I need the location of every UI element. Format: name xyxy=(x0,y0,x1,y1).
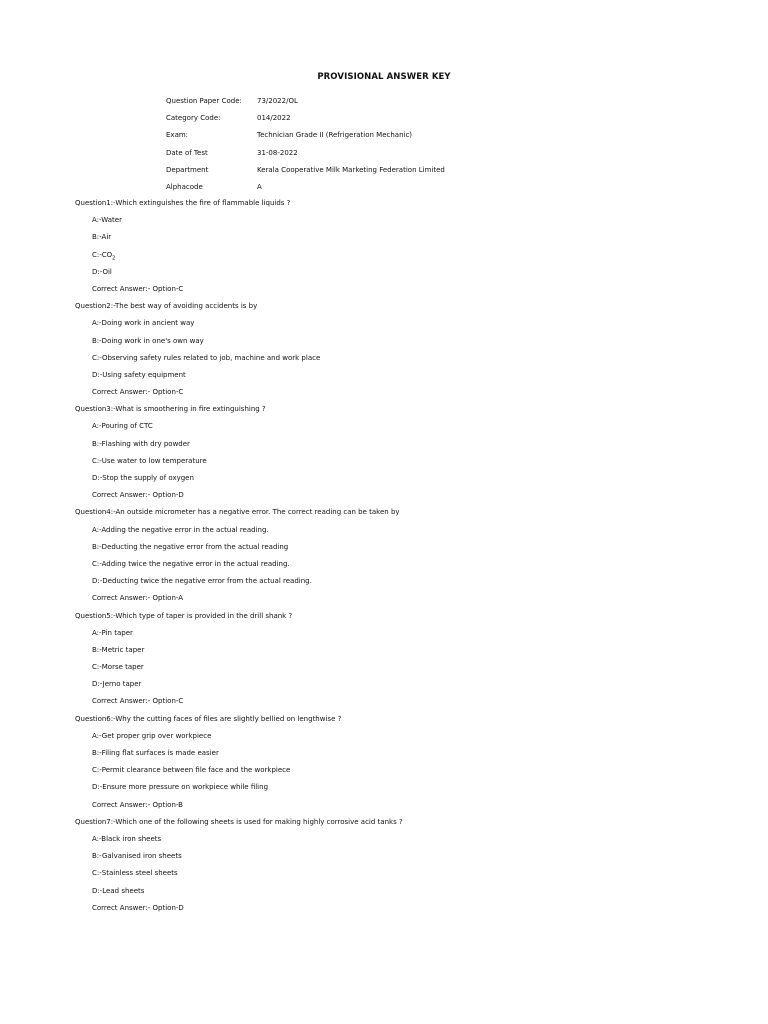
answer-option: B:-Doing work in one's own way xyxy=(92,336,204,345)
question-list xyxy=(75,198,735,920)
meta-key: Question Paper Code: xyxy=(166,97,242,105)
answer-option: C:-Observing safety rules related to job, machine and work place xyxy=(92,353,321,362)
question-text: Question6:-Why the cutting faces of files are slightly bellied on lengthwise ? xyxy=(75,714,342,723)
answer-option: B:-Deducting the negative error from the actual reading xyxy=(92,542,289,551)
answer-option: C:-Permit clearance between file face and the workpiece xyxy=(92,766,291,775)
subscript: 2 xyxy=(112,254,116,261)
question-block xyxy=(75,507,735,610)
meta-row-date xyxy=(166,149,445,166)
answer-option: C:-Use water to low temperature xyxy=(92,456,207,465)
answer-option: A:-Black iron sheets xyxy=(92,834,162,843)
meta-value: 31-08-2022 xyxy=(257,148,298,157)
meta-key: Category Code: xyxy=(166,114,221,123)
question-text: Question5:-Which type of taper is provided in the drill shank ? xyxy=(75,611,293,620)
answer-option: D:-Deducting twice the negative error from the actual reading. xyxy=(92,577,312,586)
answer-option: D:-Oil xyxy=(92,267,112,276)
answer-option: B:-Filing flat surfaces is made easier xyxy=(92,749,219,757)
answer-option: $C:-CO_2$ xyxy=(92,250,116,261)
meta-value: A xyxy=(257,182,262,191)
answer-option: A:-Get proper grip over workpiece xyxy=(92,731,212,740)
question-text: Question1:-Which extinguishes the fire of flammable liquids ? xyxy=(75,199,291,207)
answer-option: D:-Stop the supply of oxygen xyxy=(92,474,194,482)
meta-row-exam xyxy=(166,131,445,148)
meta-key: Alphacode xyxy=(166,182,203,191)
meta-row-department xyxy=(166,166,445,183)
meta-key: Exam: xyxy=(166,131,189,140)
answer-option: A:-Pin taper xyxy=(92,628,133,637)
correct-answer: Correct Answer:- Option-A xyxy=(92,594,184,603)
page-title: PROVISIONAL ANSWER KEY xyxy=(317,72,451,82)
question-block xyxy=(75,404,735,507)
answer-option: A:-Pouring of CTC xyxy=(92,422,153,431)
answer-option: C:-Stainless steel sheets xyxy=(92,869,178,878)
question-text: Question4:-An outside micrometer has a negative error. The correct reading can be taken by xyxy=(75,508,400,517)
correct-answer: Correct Answer:- Option-C xyxy=(92,388,184,397)
meta-row-category-code xyxy=(166,114,445,131)
answer-option: D:-Ensure more pressure on workpiece while filing xyxy=(92,783,269,792)
answer-option: C:-Adding twice the negative error in the actual reading. xyxy=(92,559,290,568)
question-text: Question3:-What is smoothering in fire extinguishing ? xyxy=(75,405,266,414)
meta-value: 014/2022 xyxy=(257,114,291,123)
exam-details xyxy=(166,97,445,200)
question-block xyxy=(75,714,735,817)
correct-answer: Correct Answer:- Option-D xyxy=(92,491,184,500)
meta-key: Date of Test xyxy=(166,148,208,157)
meta-value: Kerala Cooperative Milk Marketing Federation Limited xyxy=(257,165,445,174)
meta-value: Technician Grade II (Refrigeration Mechanic) xyxy=(257,131,413,140)
correct-answer: Correct Answer:- Option-C xyxy=(92,284,184,293)
answer-option: C:-Morse taper xyxy=(92,663,144,672)
correct-answer: Correct Answer:- Option-C xyxy=(92,697,184,706)
answer-option: B:-Galvanised iron sheets xyxy=(92,852,182,861)
answer-option: A:-Doing work in ancient way xyxy=(92,319,195,328)
meta-key: Department xyxy=(166,165,209,174)
answer-option: B:-Air xyxy=(92,233,112,242)
correct-answer: Correct Answer:- Option-D xyxy=(92,903,184,912)
meta-value: 73/2022/OL xyxy=(257,97,298,105)
question-text: Question2:-The best way of avoiding accidents is by xyxy=(75,302,258,311)
answer-option: D:-Using safety equipment xyxy=(92,370,186,379)
question-block xyxy=(75,301,735,404)
answer-option: A:-Water xyxy=(92,216,122,225)
answer-option: B:-Flashing with dry powder xyxy=(92,439,190,448)
question-block xyxy=(75,611,735,714)
answer-option: B:-Metric taper xyxy=(92,645,145,654)
question-block xyxy=(75,817,735,920)
answer-option: D:-Lead sheets xyxy=(92,886,145,895)
answer-option: D:-Jerno taper xyxy=(92,680,142,689)
answer-option: A:-Adding the negative error in the actual reading. xyxy=(92,525,269,534)
question-text: Question7:-Which one of the following sheets is used for making highly corrosive acid tanks ? xyxy=(75,817,403,826)
meta-row-paper-code xyxy=(166,97,445,114)
correct-answer: Correct Answer:- Option-B xyxy=(92,800,183,809)
question-block xyxy=(75,198,735,301)
